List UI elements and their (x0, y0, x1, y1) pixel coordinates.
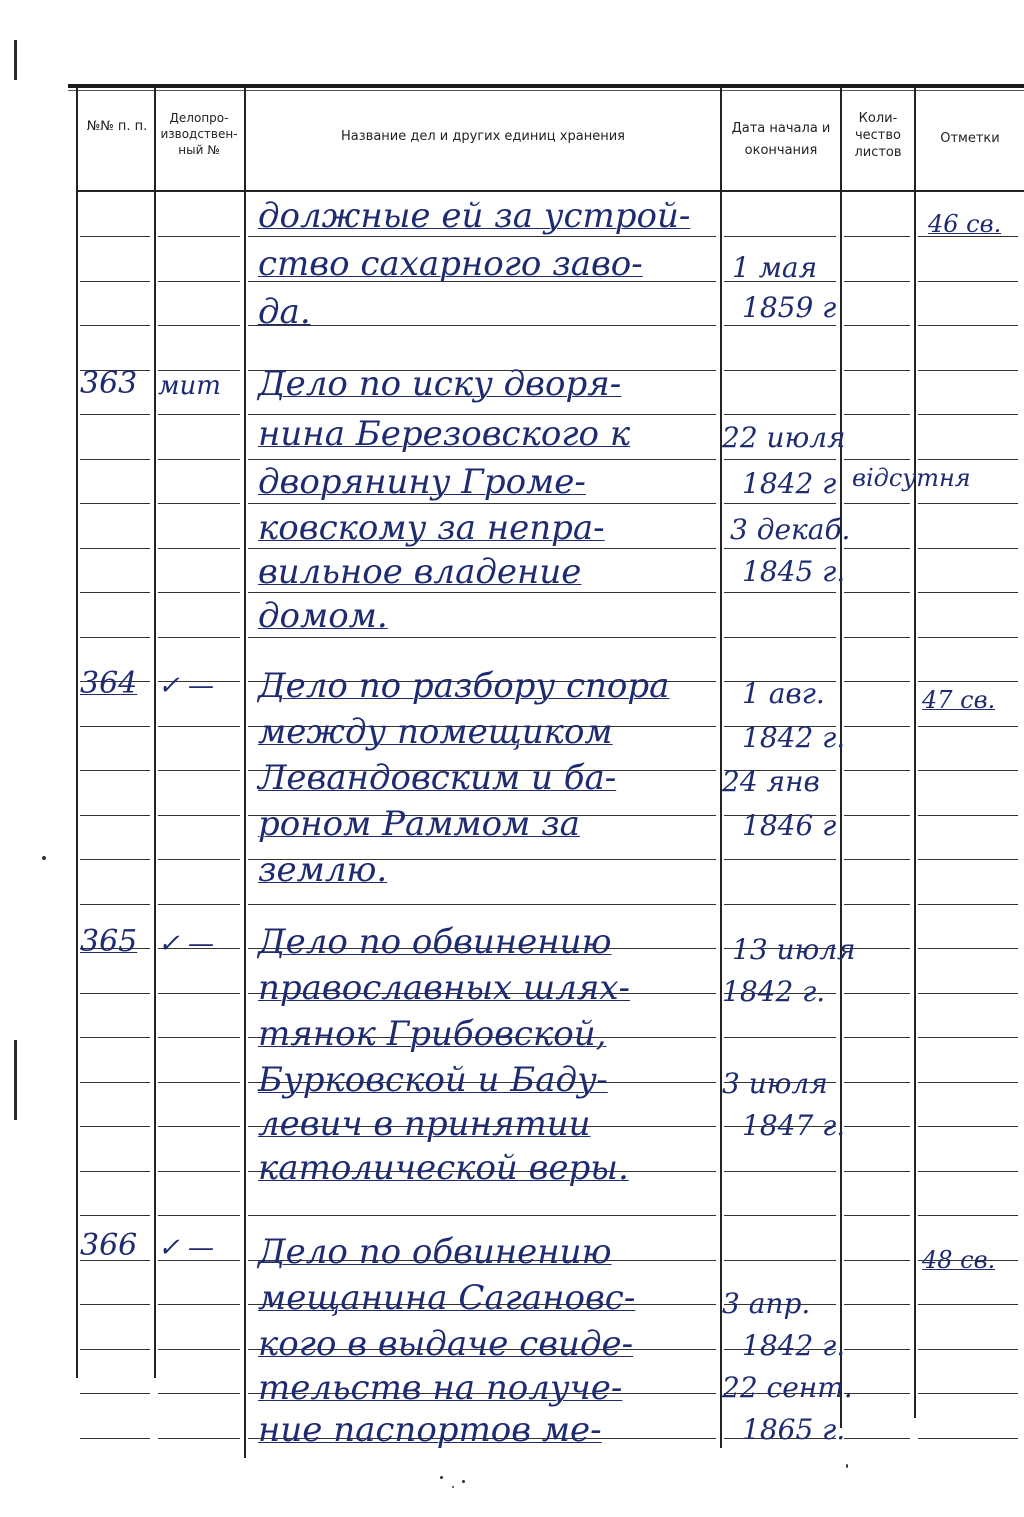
ruled-line (724, 859, 836, 860)
column-divider (244, 88, 246, 1458)
ruled-line (844, 592, 910, 593)
office-number: ✓ — (158, 671, 215, 701)
ruled-line (80, 1304, 150, 1305)
ruled-line (844, 726, 910, 727)
ruled-line (844, 414, 910, 415)
ruled-line (158, 414, 240, 415)
scan-edge-mark (14, 40, 17, 80)
ruled-line (80, 726, 150, 727)
ruled-line (844, 815, 910, 816)
ruled-line (918, 1393, 1018, 1394)
ruled-line (844, 1393, 910, 1394)
ruled-line (844, 1349, 910, 1350)
ruled-line (80, 770, 150, 771)
ruled-line (248, 236, 716, 237)
ruled-line (918, 1438, 1018, 1439)
continuation-line: должные ей за устрой- (258, 196, 691, 236)
ruled-line (248, 1215, 716, 1216)
date-start: 13 июля (732, 933, 856, 966)
ruled-line (80, 503, 150, 504)
ruled-line (158, 1215, 240, 1216)
ruled-line (80, 281, 150, 282)
ruled-line (80, 1082, 150, 1083)
ruled-line (918, 1037, 1018, 1038)
ruled-line (158, 1349, 240, 1350)
ruled-line (724, 637, 836, 638)
date-end: 3 декаб. (730, 513, 851, 546)
record-title-line: землю. (258, 850, 388, 890)
ruled-line (248, 904, 716, 905)
date-end: 3 июля (722, 1067, 828, 1100)
ruled-line (918, 325, 1018, 326)
ruled-line (80, 592, 150, 593)
ruled-line (844, 236, 910, 237)
ruled-line (844, 503, 910, 504)
ruled-line (844, 1215, 910, 1216)
ruled-line (80, 1438, 150, 1439)
record-title-line: домом. (258, 596, 388, 636)
date-year: 1865 г. (742, 1413, 846, 1446)
ruled-line (844, 904, 910, 905)
column-divider (840, 88, 842, 1428)
ruled-line (844, 681, 910, 682)
date-year: 1842 г. (742, 721, 846, 754)
record-title-line: Бурковской и Бадy- (258, 1060, 608, 1100)
ruled-line (80, 904, 150, 905)
scan-edge-mark (14, 1040, 17, 1120)
ruled-line (80, 1126, 150, 1127)
note-missing: відсутня (852, 464, 971, 492)
ruled-line (158, 1037, 240, 1038)
ruled-line (80, 993, 150, 994)
header-col-notes: Отметки (940, 131, 1000, 146)
ruled-line (158, 726, 240, 727)
date-start: 3 апр. (722, 1287, 811, 1320)
date-year: 1842 г. (742, 1329, 846, 1362)
scan-speck (440, 1476, 443, 1479)
ruled-line (158, 1438, 240, 1439)
ruled-line (844, 770, 910, 771)
ruled-line (158, 637, 240, 638)
ruled-line (844, 637, 910, 638)
record-title-line: между помещиком (258, 712, 613, 752)
ruled-line (918, 1215, 1018, 1216)
ruled-line (918, 904, 1018, 905)
header-col-dates: Дата начала и окончания (731, 121, 831, 158)
office-number: ✓ — (158, 1233, 215, 1263)
record-number: 365 (80, 924, 138, 959)
ruled-line (918, 1349, 1018, 1350)
ruled-line (158, 1082, 240, 1083)
record-title-line: тельств на получе- (258, 1368, 623, 1408)
record-number: 363 (80, 366, 138, 401)
record-title-line: католической веры. (258, 1148, 629, 1188)
ruled-line (724, 1171, 836, 1172)
ruled-line (724, 1215, 836, 1216)
ruled-line (158, 236, 240, 237)
ruled-line (844, 325, 910, 326)
scan-speck (462, 1480, 465, 1483)
ruled-line (844, 281, 910, 282)
date-end: 22 сент. (722, 1371, 853, 1404)
ruled-line (158, 1304, 240, 1305)
ruled-line (158, 548, 240, 549)
record-title-line: левич в принятии (258, 1104, 591, 1144)
ruled-line (158, 770, 240, 771)
ruled-line (918, 1171, 1018, 1172)
ruled-line (724, 592, 836, 593)
ruled-line (918, 548, 1018, 549)
record-title-line: вильное владение (258, 552, 582, 592)
ruled-line (918, 948, 1018, 949)
ruled-line (724, 904, 836, 905)
ruled-line (158, 503, 240, 504)
date-year: 1846 г (742, 809, 837, 842)
record-title-line: тянок Грибовской, (258, 1014, 607, 1054)
table-left-border (76, 88, 78, 1378)
record-title-line: Дело по обвинению (258, 1232, 612, 1272)
continuation-line: ство сахарного заво- (258, 244, 643, 284)
record-title-line: Дело по иску двоpя- (258, 364, 622, 404)
ruled-line (918, 859, 1018, 860)
record-title-line: ковскому за непра- (258, 508, 605, 548)
ruled-line (918, 370, 1018, 371)
ruled-line (248, 637, 716, 638)
ruled-line (248, 325, 716, 326)
ruled-line (724, 236, 836, 237)
ruled-line (844, 1126, 910, 1127)
ruled-line (158, 993, 240, 994)
ruled-line (158, 904, 240, 905)
ruled-line (844, 548, 910, 549)
date-start: 1 мая (732, 251, 818, 284)
date-year: 1842 г (742, 467, 837, 500)
ruled-line (158, 859, 240, 860)
header-col-title: Название дел и других единиц хранения (341, 129, 625, 144)
scan-speck (846, 1464, 848, 1468)
ruled-line (844, 1171, 910, 1172)
ruled-line (158, 1171, 240, 1172)
record-title-line: роном Раммом за (258, 804, 580, 844)
date-end: 24 янв (722, 765, 820, 798)
ruled-line (844, 370, 910, 371)
note-bundle: 48 св. (922, 1246, 996, 1274)
ruled-line (80, 637, 150, 638)
ruled-line (844, 859, 910, 860)
ruled-line (80, 548, 150, 549)
ruled-line (248, 503, 716, 504)
ruled-line (918, 1082, 1018, 1083)
ruled-line (918, 1304, 1018, 1305)
date-year: 1845 г. (742, 555, 846, 588)
ruled-line (158, 1393, 240, 1394)
ruled-line (844, 1037, 910, 1038)
record-title-line: мещанина Сагановс- (258, 1278, 636, 1318)
date-year: 1847 г. (742, 1109, 846, 1142)
ruled-line (918, 993, 1018, 994)
header-col-number: №№ п. п. (86, 119, 148, 134)
table-top-border (68, 84, 1024, 88)
ruled-line (80, 1393, 150, 1394)
date-year: 1842 г. (722, 975, 826, 1008)
ruled-line (248, 548, 716, 549)
ruled-line (80, 325, 150, 326)
ruled-line (80, 859, 150, 860)
ruled-line (80, 815, 150, 816)
ruled-line (80, 1037, 150, 1038)
note-bundle: 46 св. (928, 210, 1002, 238)
ruled-line (918, 281, 1018, 282)
ruled-line (918, 770, 1018, 771)
record-title-line: дворянину Громе- (258, 462, 586, 502)
column-divider (914, 88, 916, 1418)
date-start: 22 июля (722, 421, 846, 454)
ruled-line (918, 637, 1018, 638)
header-col-office-number: Делопро- изводствен- ный № (160, 111, 238, 157)
record-title-line: нина Березовского к (258, 414, 631, 454)
ruled-line (844, 1082, 910, 1083)
office-number: ✓ — (158, 929, 215, 959)
scan-speck (42, 856, 46, 860)
ruled-line (844, 1260, 910, 1261)
ruled-line (80, 1349, 150, 1350)
ruled-line (918, 1126, 1018, 1127)
scan-speck (452, 1486, 454, 1488)
ruled-line (918, 414, 1018, 415)
ruled-line (158, 459, 240, 460)
ruled-line (724, 459, 836, 460)
ruled-line (80, 414, 150, 415)
ruled-line (158, 815, 240, 816)
date-year: 1859 г (742, 291, 837, 324)
column-divider (154, 88, 156, 1378)
ruled-line (158, 1126, 240, 1127)
record-title-line: кого в выдаче свиде- (258, 1324, 634, 1364)
ruled-line (248, 592, 716, 593)
ruled-line (918, 503, 1018, 504)
table-top-border-thin (68, 90, 1024, 91)
ruled-line (918, 815, 1018, 816)
header-col-sheets: Коли- чество листов (854, 111, 902, 160)
record-title-line: ние паспортов ме- (258, 1410, 602, 1450)
record-title-line: Левандовским и ба- (258, 758, 617, 798)
header-bottom-border (76, 190, 1024, 192)
record-title-line: православных шлях- (258, 968, 631, 1008)
ruled-line (80, 1171, 150, 1172)
ruled-line (248, 459, 716, 460)
ruled-line (80, 236, 150, 237)
ruled-line (918, 726, 1018, 727)
record-title-line: Дело по обвинению (258, 922, 612, 962)
ruled-line (724, 1037, 836, 1038)
ruled-line (158, 592, 240, 593)
ruled-line (844, 1304, 910, 1305)
ruled-line (724, 370, 836, 371)
ruled-line (80, 1215, 150, 1216)
date-start: 1 авг. (742, 677, 825, 710)
ruled-line (844, 993, 910, 994)
ruled-line (158, 281, 240, 282)
ruled-line (724, 1260, 836, 1261)
office-number: мит (158, 371, 221, 401)
continuation-line: да. (258, 292, 311, 332)
ruled-line (918, 592, 1018, 593)
record-number: 364 (80, 666, 138, 701)
ruled-line (158, 325, 240, 326)
ruled-line (80, 459, 150, 460)
record-number: 366 (80, 1228, 138, 1263)
note-bundle: 47 св. (922, 686, 996, 714)
ruled-line (724, 414, 836, 415)
ruled-line (844, 1438, 910, 1439)
record-title-line: Дело по разбору спора (258, 666, 670, 706)
